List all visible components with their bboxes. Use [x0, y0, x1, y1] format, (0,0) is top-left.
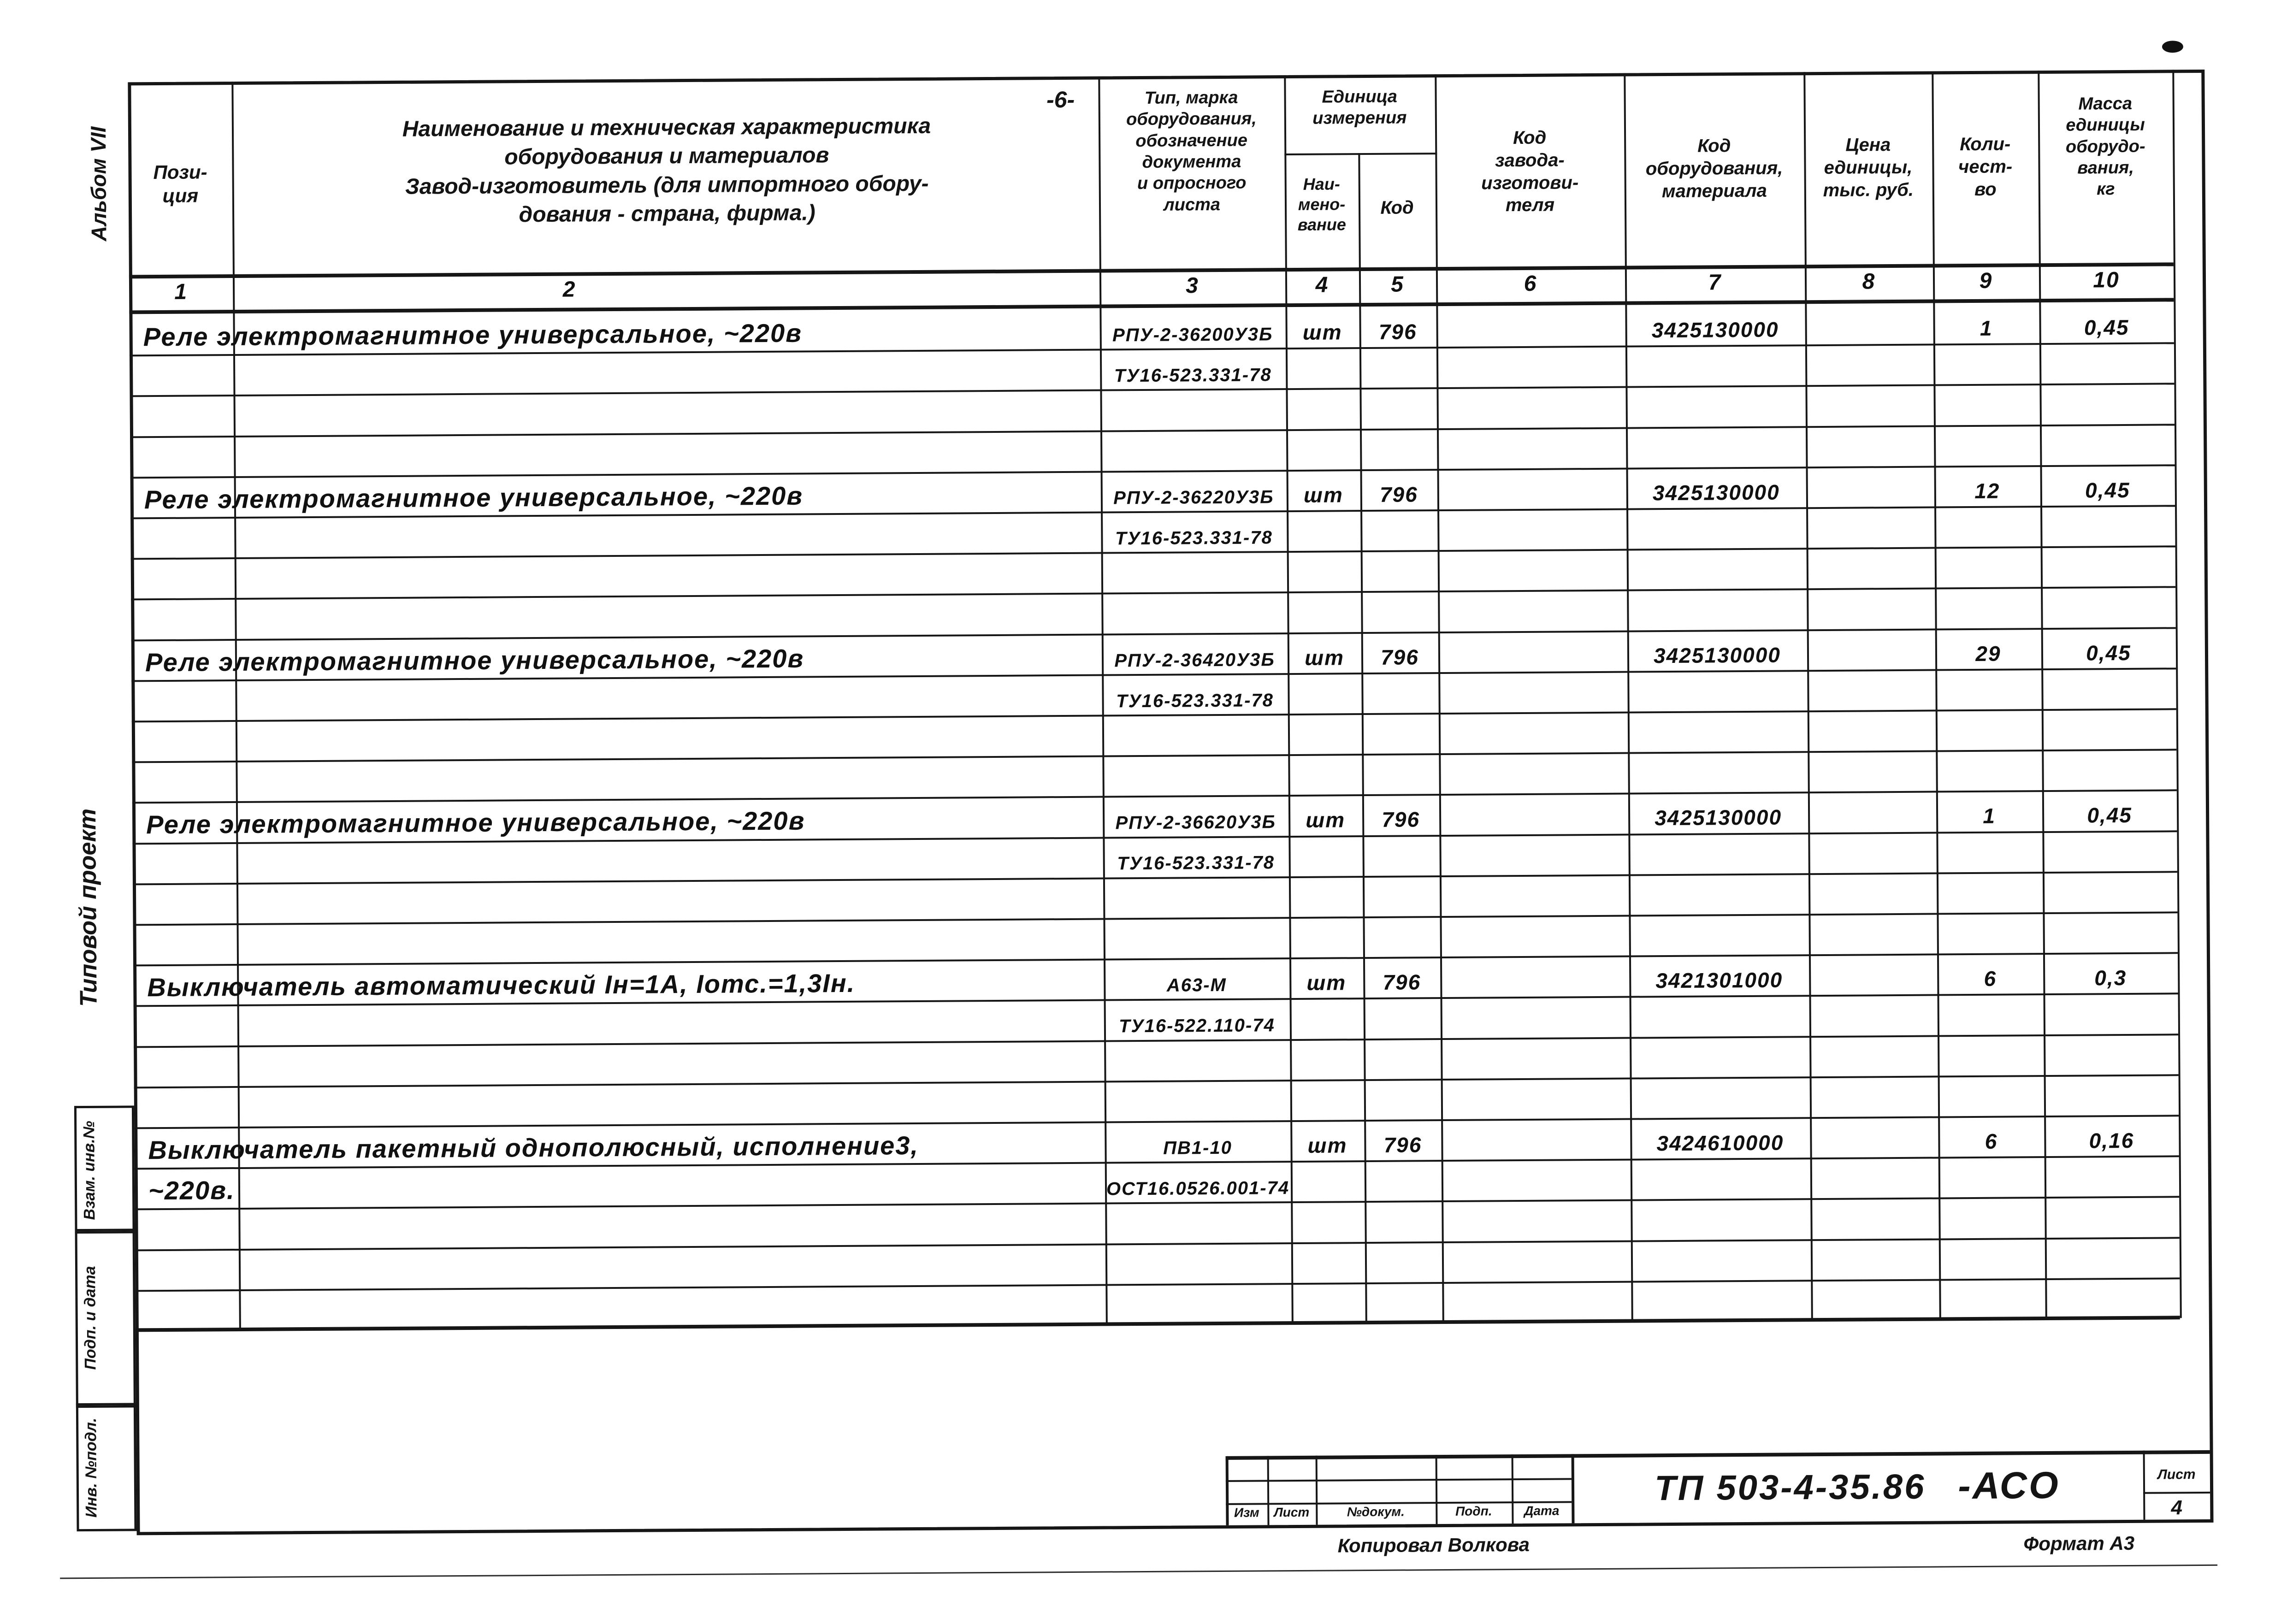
entry-type: РПУ-2-36620У3Б — [1115, 812, 1276, 833]
entry-unit: шт — [1304, 645, 1345, 670]
entry-unit-code: 796 — [1383, 970, 1421, 994]
entry-doc: ТУ16-523.331-78 — [1116, 690, 1274, 712]
header-price: Цена единицы, тыс. руб. — [1823, 135, 1914, 201]
format-label: Формат А3 — [2023, 1532, 2135, 1555]
margin-album-label: Альбом VII — [86, 126, 111, 242]
header-position: Пози- ция — [153, 161, 207, 207]
header-mass: Масса единицы оборудо- вания, кг — [2065, 94, 2145, 199]
entry-mass: 0,16 — [2089, 1128, 2134, 1153]
entry-unit-code: 796 — [1379, 482, 1418, 507]
entry-mass: 0,3 — [2094, 965, 2127, 990]
header-unit: Единица измерения — [1312, 87, 1407, 129]
stamp-label-podp: Подп. и дата — [81, 1266, 100, 1370]
entry-name: Реле электромагнитное универсальное, ~220в — [144, 481, 804, 514]
designation-suffix: -АСО — [1958, 1464, 2061, 1507]
column-number: 7 — [1708, 270, 1722, 295]
entry-type: РПУ-2-36220У3Б — [1113, 487, 1274, 508]
revision-col-data: Дата — [1524, 1503, 1560, 1518]
entry-doc: ТУ16-523.331-78 — [1117, 852, 1275, 874]
entry-equipment-code: 3425130000 — [1651, 317, 1779, 343]
header-name: Наименование и техническая характеристика оборудования и материалов Завод-изготовитель (для импортного обору- дования - страна, фирма.) — [402, 113, 931, 227]
copied-by: Копировал Волкова — [1337, 1533, 1530, 1557]
header-factory-code: Код завода- изготови- теля — [1481, 127, 1579, 216]
entry-mass: 0,45 — [2085, 478, 2130, 502]
entry-quantity: 29 — [1975, 641, 2001, 666]
header-type: Тип, марка оборудования, обозначение документа и опросного листа — [1126, 88, 1257, 215]
entry-type: РПУ-2-36420У3Б — [1114, 650, 1275, 671]
column-number: 6 — [1524, 271, 1537, 296]
header-quantity: Коли- чест- во — [1958, 134, 2013, 200]
ink-blob — [2162, 41, 2183, 53]
entry-unit: шт — [1303, 483, 1343, 507]
entry-quantity: 6 — [1984, 966, 1997, 991]
column-number: 5 — [1391, 272, 1405, 297]
header-unit-name: Наи- мено- вание — [1297, 174, 1346, 234]
column-number: 1 — [174, 279, 188, 304]
entry-unit-code: 796 — [1380, 645, 1419, 669]
entry-unit-code: 796 — [1383, 1133, 1422, 1157]
header-equipment-code: Код оборудования, материала — [1645, 136, 1783, 201]
entry-mass: 0,45 — [2087, 803, 2133, 827]
revision-col-izm: Изм — [1234, 1505, 1259, 1520]
entry-name: Реле электромагнитное универсальное, ~220в — [146, 806, 805, 839]
page-number: -6- — [1046, 86, 1075, 113]
entry-name: Выключатель автоматический Iн=1А, Iотс.=1,3Iн. — [147, 968, 856, 1002]
entry-unit-code: 796 — [1378, 319, 1417, 344]
sheet-label: Лист — [2157, 1467, 2196, 1482]
column-number: 2 — [562, 277, 576, 302]
column-number: 4 — [1315, 272, 1329, 297]
entry-name: Реле электромагнитное универсальное, ~220в — [143, 318, 803, 352]
entry-unit: шт — [1307, 1133, 1347, 1157]
paper-edge-line — [60, 1565, 2217, 1579]
header-unit-code: Код — [1380, 197, 1414, 218]
entry-quantity: 1 — [1983, 803, 1996, 828]
entry-doc: ТУ16-522.110-74 — [1118, 1015, 1275, 1037]
sheet-number: 4 — [2171, 1496, 2183, 1519]
entry-type: ПВ1-10 — [1163, 1137, 1232, 1158]
entry-mass: 0,45 — [2086, 640, 2131, 665]
entry-equipment-code: 3425130000 — [1652, 480, 1780, 505]
entry-type: РПУ-2-36200У3Б — [1112, 324, 1273, 346]
entry-doc: ТУ16-523.331-78 — [1115, 527, 1273, 549]
stamp-label-inv: Инв. №подл. — [82, 1417, 100, 1518]
entry-name: Выключатель пакетный однополюсный, исполнение3, — [148, 1130, 919, 1165]
column-number: 3 — [1186, 273, 1200, 298]
entry-unit-code: 796 — [1382, 807, 1420, 832]
entry-name-continued: ~220в. — [148, 1175, 235, 1205]
entry-name: Реле электромагнитное универсальное, ~220в — [145, 644, 804, 677]
entry-equipment-code: 3424610000 — [1656, 1130, 1784, 1156]
entry-quantity: 1 — [1980, 316, 1993, 340]
column-number: 10 — [2093, 268, 2120, 293]
margin-project-type-label: Типовой проект — [74, 808, 102, 1007]
entry-unit: шт — [1306, 808, 1346, 832]
column-number: 9 — [1979, 268, 1993, 293]
entry-doc: ОСТ16.0526.001-74 — [1106, 1178, 1290, 1199]
entry-doc: ТУ16-523.331-78 — [1114, 365, 1272, 386]
document-designation — [1572, 1451, 2144, 1524]
entry-type: А63-М — [1166, 974, 1227, 996]
entry-unit: шт — [1302, 320, 1342, 344]
column-number: 8 — [1862, 269, 1876, 294]
designation-number: ТП 503-4-35.86 — [1655, 1467, 1926, 1508]
revision-col-list: Лист — [1274, 1505, 1310, 1520]
stamp-label-vzam: Взам. инв.№ — [80, 1121, 99, 1220]
revision-col-podp: Подп. — [1455, 1504, 1492, 1518]
entry-mass: 0,45 — [2084, 315, 2129, 340]
entry-unit: шт — [1306, 970, 1347, 995]
entry-quantity: 6 — [1985, 1129, 1998, 1153]
revision-col-dokum: №докум. — [1347, 1504, 1405, 1519]
entry-quantity: 12 — [1974, 478, 2000, 503]
entry-equipment-code: 3425130000 — [1655, 805, 1782, 830]
entry-equipment-code: 3421301000 — [1655, 968, 1783, 993]
entry-equipment-code: 3425130000 — [1653, 643, 1781, 668]
spec-table-grid — [0, 0, 2282, 7]
